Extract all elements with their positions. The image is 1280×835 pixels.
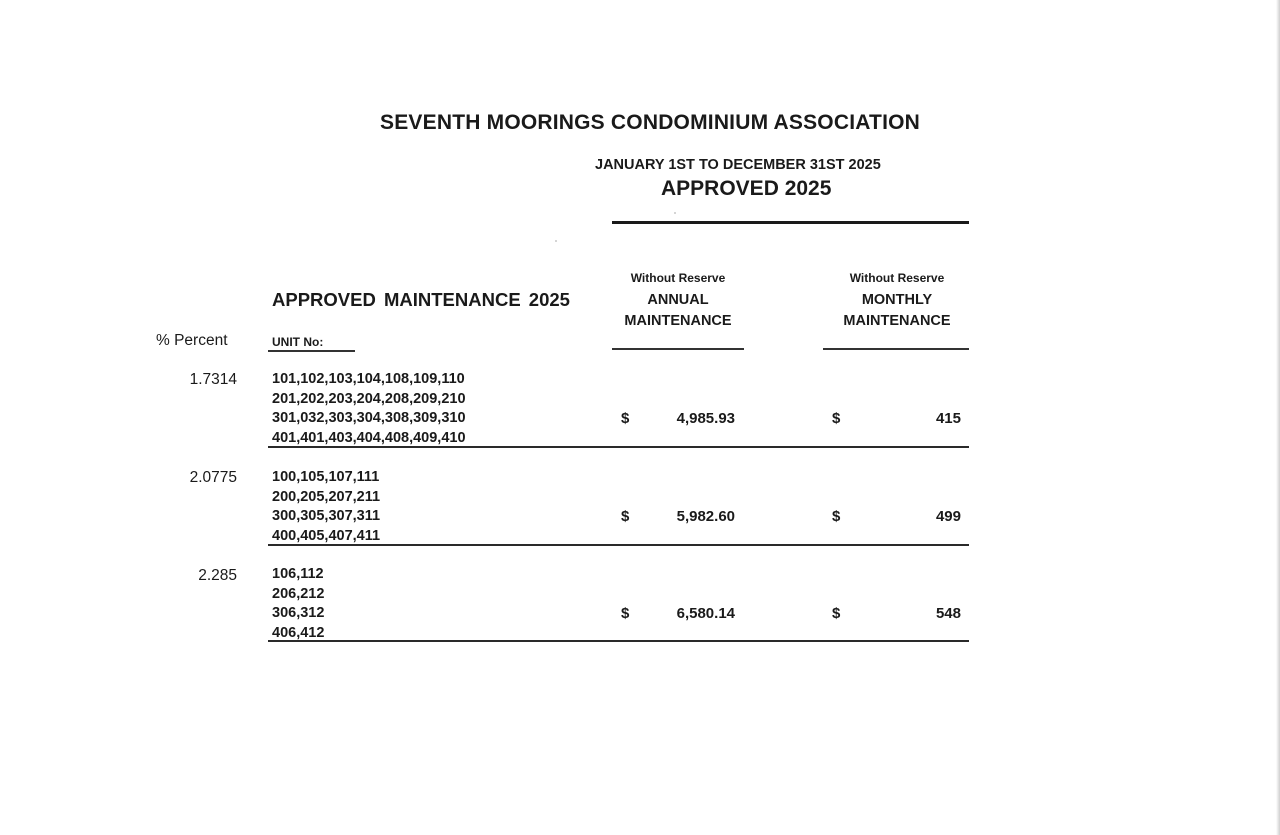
- monthly-amount: 499: [935, 508, 961, 525]
- monthly-currency: $: [832, 410, 841, 427]
- unit-line: 401,401,403,404,408,409,410: [272, 429, 466, 446]
- annual-currency: $: [621, 410, 630, 427]
- monthly-column-header-line2: MAINTENANCE: [843, 313, 951, 329]
- scan-speck: [674, 212, 676, 214]
- monthly-column-header-line1: MONTHLY: [861, 292, 933, 308]
- unit-line: 200,205,207,211: [272, 488, 381, 505]
- header-rule: [612, 221, 969, 224]
- unit-line: 301,032,303,304,308,309,310: [272, 410, 466, 426]
- annual-column-rule: [612, 348, 744, 350]
- annual-column-header-line1: ANNUAL: [647, 292, 709, 308]
- section-title: APPROVED MAINTENANCE 2025: [272, 289, 570, 310]
- monthly-currency: $: [832, 508, 841, 525]
- row-percent: 2.285: [198, 567, 237, 584]
- monthly-column-rule: [823, 348, 969, 350]
- monthly-column-subheader: Without Reserve: [849, 271, 945, 285]
- row-unit-list: [272, 370, 466, 448]
- row-divider: [268, 446, 969, 448]
- annual-currency: $: [621, 605, 630, 622]
- unit-line: 406,412: [272, 624, 325, 641]
- annual-amount: 4,985.93: [676, 410, 735, 427]
- page-edge: [1276, 0, 1280, 835]
- row-percent: 1.7314: [189, 371, 237, 388]
- monthly-amount: 415: [935, 410, 961, 427]
- row-unit-list: [272, 468, 380, 546]
- unit-line: 106,112: [272, 566, 324, 582]
- unit-line: 400,405,407,411: [272, 527, 381, 544]
- percent-column-header: % Percent: [156, 332, 228, 349]
- row-divider: [268, 544, 969, 546]
- row-unit-list: [272, 565, 324, 643]
- unit-line: 101,102,103,104,108,109,110: [272, 371, 465, 387]
- approval-status: APPROVED 2025: [661, 177, 832, 200]
- scan-speck: [555, 240, 557, 242]
- unit-line: 100,105,107,111: [272, 469, 380, 485]
- annual-column-header-line2: MAINTENANCE: [624, 313, 732, 329]
- annual-column-subheader: Without Reserve: [630, 271, 726, 285]
- annual-amount: 6,580.14: [676, 605, 735, 622]
- unit-line: 201,202,203,204,208,209,210: [272, 390, 466, 407]
- annual-currency: $: [621, 508, 630, 525]
- budget-period: JANUARY 1ST TO DECEMBER 31ST 2025: [595, 157, 881, 173]
- monthly-amount: 548: [935, 605, 961, 622]
- row-divider: [268, 640, 969, 642]
- unit-line: 300,305,307,311: [272, 508, 381, 524]
- unit-column-header: UNIT No:: [272, 335, 324, 349]
- document-title: SEVENTH MOORINGS CONDOMINIUM ASSOCIATION: [380, 111, 921, 134]
- annual-amount: 5,982.60: [676, 508, 735, 525]
- unit-line: 206,212: [272, 585, 325, 602]
- unit-line: 306,312: [272, 605, 325, 621]
- row-percent: 2.0775: [189, 469, 237, 486]
- unit-header-underline: [268, 350, 355, 352]
- monthly-currency: $: [832, 605, 841, 622]
